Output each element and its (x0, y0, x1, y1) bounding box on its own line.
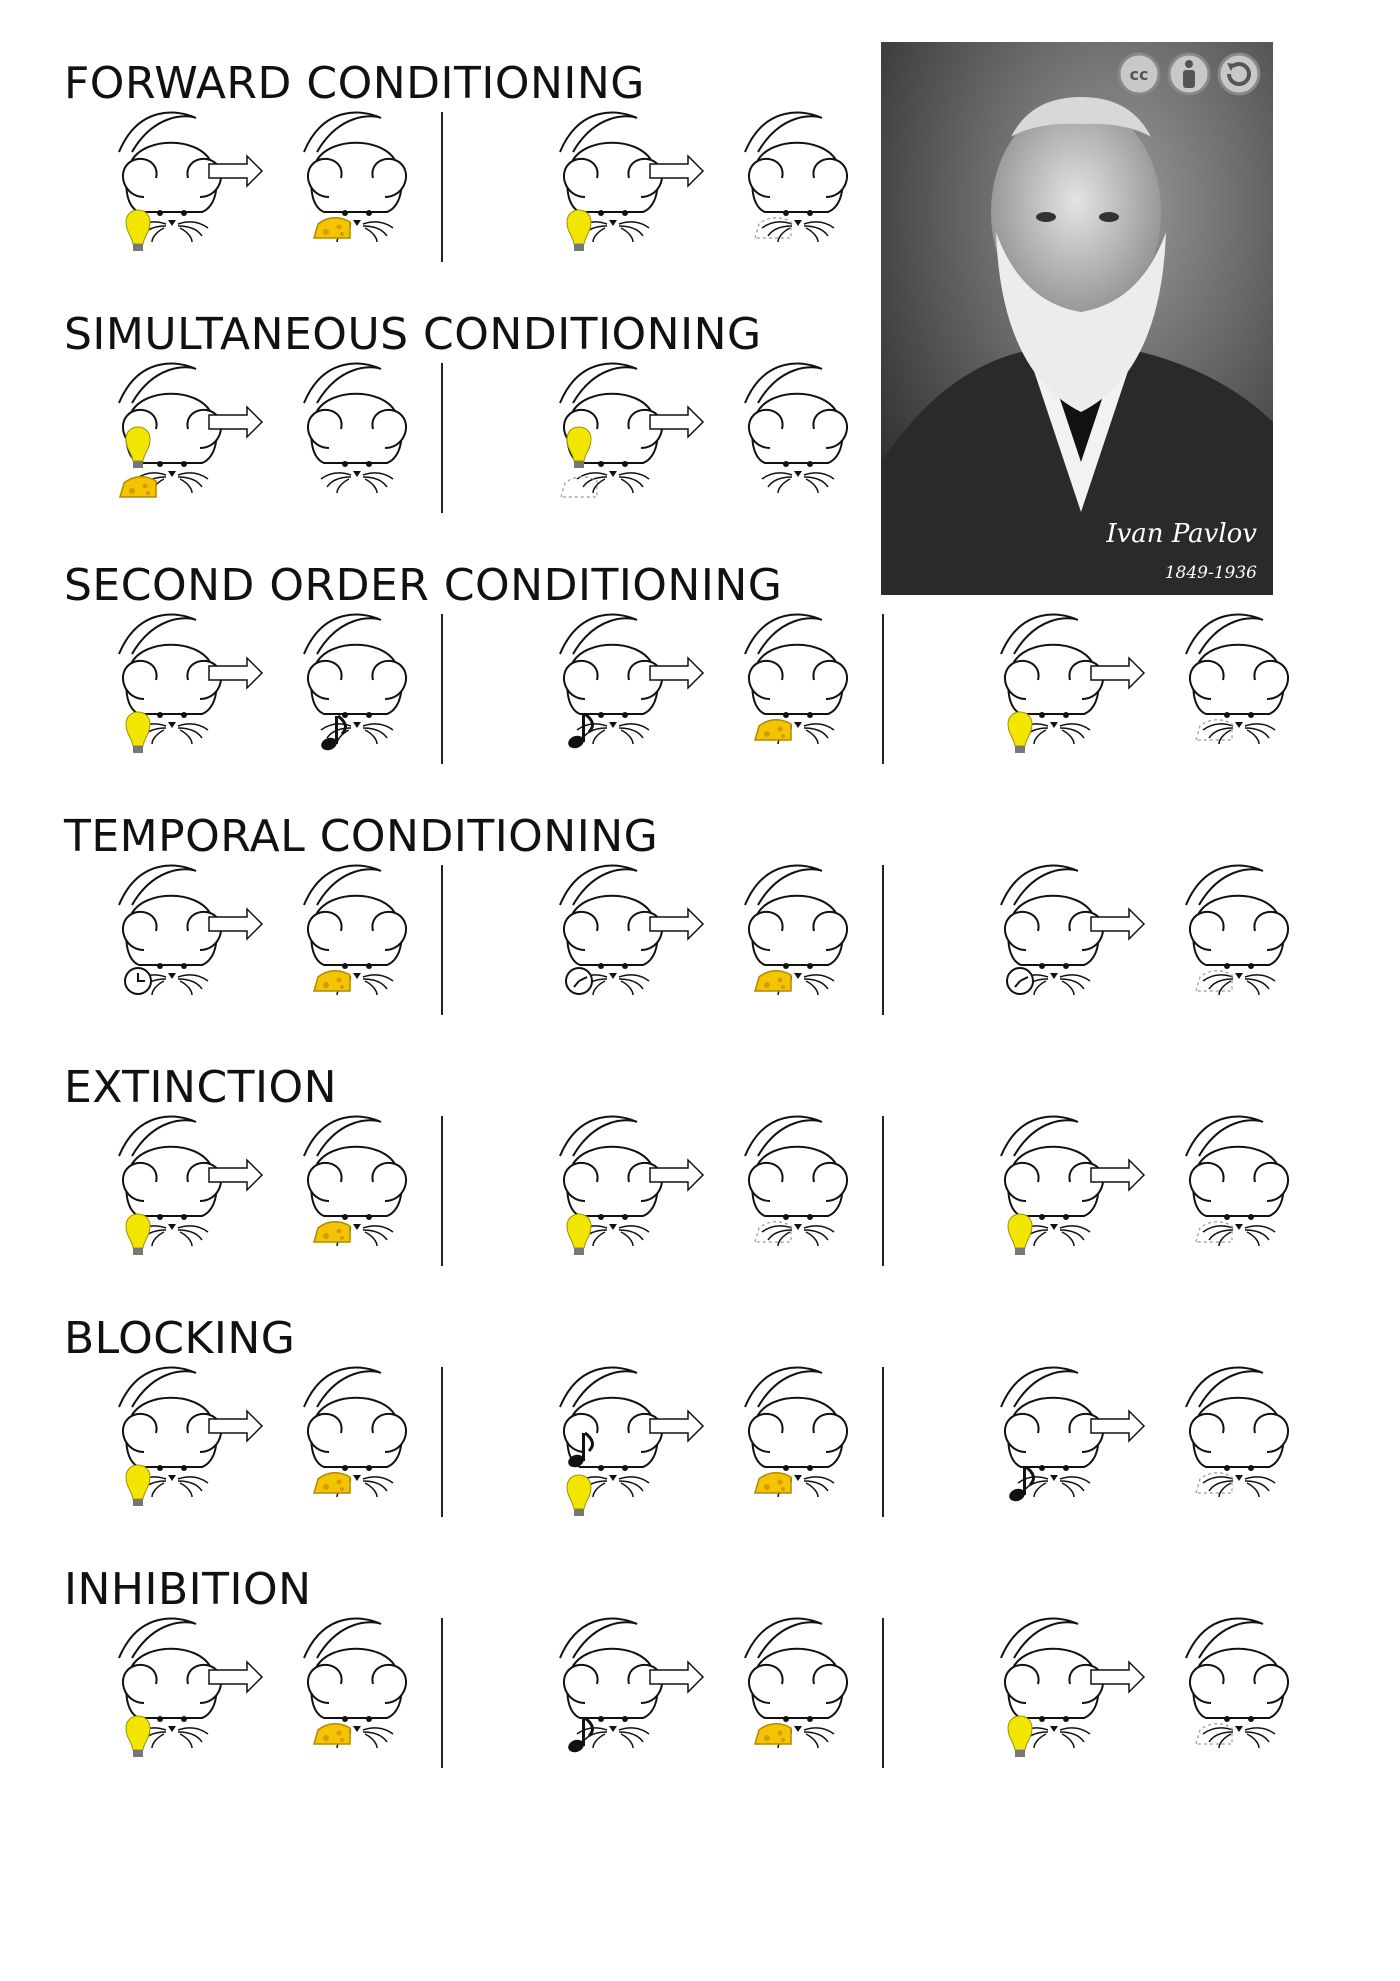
conditioning-panel (946, 614, 1346, 774)
mouse-response (1186, 615, 1288, 744)
cheese-icon (120, 477, 156, 497)
conditioning-panel (64, 112, 464, 272)
mouse-response (1186, 1368, 1288, 1497)
conditioning-panel (64, 1618, 464, 1778)
mouse-response (745, 364, 847, 493)
mouse-response (304, 615, 406, 744)
cc-icon (1119, 54, 1159, 94)
missing-cheese-icon (1196, 720, 1232, 740)
portrait-photo (881, 42, 1273, 595)
missing-cheese-icon (755, 1222, 791, 1242)
section-title: FORWARD CONDITIONING (64, 58, 645, 109)
share-alike-icon (1219, 54, 1259, 94)
panel-divider (882, 1618, 884, 1768)
conditioning-panel (946, 1116, 1346, 1276)
conditioning-row (0, 1367, 1400, 1527)
missing-cheese-icon (755, 218, 791, 238)
conditioning-row (0, 1116, 1400, 1276)
license-badge (1115, 50, 1265, 102)
portrait-years: 1849-1936 (1164, 563, 1257, 583)
conditioning-panel (505, 865, 905, 1025)
panel-divider (882, 865, 884, 1015)
cheese-icon (755, 971, 791, 991)
lightbulb-icon (567, 1214, 591, 1255)
mouse-response (745, 113, 847, 242)
panel-divider (441, 363, 443, 513)
panel-divider (441, 1367, 443, 1517)
conditioning-panel (946, 1367, 1346, 1527)
panel-divider (441, 112, 443, 262)
cheese-icon (314, 1473, 350, 1493)
missing-cheese-icon (1196, 1473, 1232, 1493)
mouse-response (1186, 1117, 1288, 1246)
mouse-response (304, 364, 406, 493)
by-icon (1169, 54, 1209, 94)
lightbulb-icon (126, 1716, 150, 1757)
lightbulb-icon (126, 1214, 150, 1255)
portrait-name: Ivan Pavlov (1106, 519, 1257, 549)
lightbulb-icon (126, 712, 150, 753)
panel-divider (882, 1116, 884, 1266)
lightbulb-icon (567, 1475, 591, 1516)
panel-divider (882, 614, 884, 764)
mouse-response (745, 1117, 847, 1246)
mouse-stimulus (1001, 1368, 1103, 1497)
conditioning-panel (64, 614, 464, 774)
mouse-response (1186, 1619, 1288, 1748)
conditioning-panel (505, 614, 905, 774)
conditioning-panel (64, 363, 464, 523)
section-title: EXTINCTION (64, 1062, 338, 1113)
cheese-icon (314, 971, 350, 991)
clock-icon (125, 968, 151, 994)
conditioning-panel (505, 112, 905, 272)
lightbulb-icon (1008, 1716, 1032, 1757)
panel-divider (441, 1618, 443, 1768)
lightbulb-icon (1008, 1214, 1032, 1255)
section-title: INHIBITION (64, 1564, 312, 1615)
clock-icon (1007, 968, 1033, 994)
missing-cheese-icon (1196, 1724, 1232, 1744)
lightbulb-icon (126, 210, 150, 251)
missing-cheese-icon (1196, 971, 1232, 991)
cheese-icon (314, 1724, 350, 1744)
svg-text:cc: cc (1129, 65, 1149, 84)
cheese-icon (755, 1473, 791, 1493)
missing-cheese-icon (1196, 1222, 1232, 1242)
conditioning-row (0, 1618, 1400, 1778)
conditioning-panel (64, 1116, 464, 1276)
section-title: TEMPORAL CONDITIONING (64, 811, 659, 862)
mouse-stimulus (560, 615, 662, 744)
section-title: BLOCKING (64, 1313, 296, 1364)
cheese-icon (755, 720, 791, 740)
conditioning-panel (505, 1116, 905, 1276)
cheese-icon (755, 1724, 791, 1744)
conditioning-panel (946, 865, 1346, 1025)
panel-divider (441, 865, 443, 1015)
conditioning-panel (64, 1367, 464, 1527)
panel-divider (882, 1367, 884, 1517)
section-title: SECOND ORDER CONDITIONING (64, 560, 783, 611)
conditioning-panel (505, 1618, 905, 1778)
conditioning-panel (946, 1618, 1346, 1778)
panel-divider (441, 614, 443, 764)
conditioning-row (0, 614, 1400, 774)
conditioning-panel (505, 1367, 905, 1527)
lightbulb-icon (567, 210, 591, 251)
lightbulb-icon (1008, 712, 1032, 753)
pavlov-portrait (881, 42, 1273, 595)
mouse-response (1186, 866, 1288, 995)
conditioning-panel (505, 363, 905, 523)
conditioning-row (0, 865, 1400, 1025)
lightbulb-icon (126, 1465, 150, 1506)
cheese-icon (314, 1222, 350, 1242)
mouse-stimulus (560, 1619, 662, 1748)
panel-divider (441, 1116, 443, 1266)
conditioning-panel (64, 865, 464, 1025)
section-title: SIMULTANEOUS CONDITIONING (64, 309, 762, 360)
cheese-icon (314, 218, 350, 238)
clock-icon (566, 968, 592, 994)
